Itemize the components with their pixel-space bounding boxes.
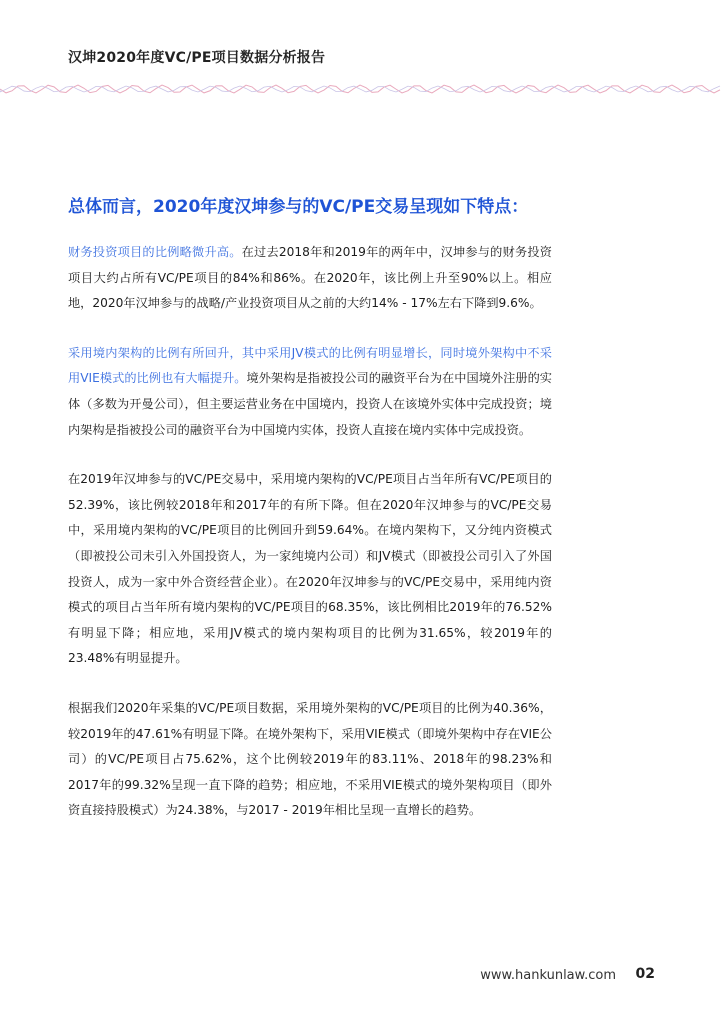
paragraph-structure <box>68 341 552 443</box>
paragraph-lead-highlight: 财务投资项目的比例略微升高。 <box>68 245 242 259</box>
paragraph-financial-investment <box>68 240 552 317</box>
paragraph-body: 在2019年汉坤参与的VC/PE交易中，采用境内架构的VC/PE项目占当年所有VC/PE项目的52.39%，该比例较2018年和2017年的有所下降。但在2020年汉坤参与的VC/PE交易中，采用境内架构的VC/PE项目的比例回升到59.64%。在境内架构下，又分纯内资模式（即被投公司未引入外国投资人，为一家纯境内公司）和JV模式（即被投公司引入了外国投资人，成为一家中外合资经营企业）。在2020年汉坤参与的VC/PE交易中，采用纯内资模式的项目占当年所有境内架构的VC/PE项目的68.35%，该比例相比2019年的76.52%有明显下降；相应地，采用JV模式的境内架构项目的比例为31.65%，较2019年的23.48%有明显提升。 <box>68 472 552 666</box>
page-number: 02 <box>635 966 655 982</box>
paragraph-onshore-structure <box>68 467 552 672</box>
paragraph-lead-highlight: 采用境内架构的比例有所回升，其中采用JV模式的比例有明显增长，同时境外架构中不采用VIE模式的比例也有大幅提升。 <box>68 345 552 386</box>
paragraph-body: 在过去2018年和2019年的两年中，汉坤参与的财务投资项目大约占所有VC/PE项目的84%和86%。在2020年，该比例上升至90%以上。相应地，2020年汉坤参与的战略/产业投资项目从之前的大约14% - 17%左右下降到9.6%。 <box>68 245 552 311</box>
report-header-title: 汉坤2020年度VC/PE项目数据分析报告 <box>68 50 326 66</box>
body-content <box>68 240 552 848</box>
section-heading: 总体而言，2020年度汉坤参与的VC/PE交易呈现如下特点： <box>68 197 529 217</box>
footer-website-link[interactable]: www.hankunlaw.com <box>480 968 616 983</box>
paragraph-offshore-structure <box>68 696 552 824</box>
paragraph-body: 境外架构是指被投公司的融资平台为在中国境外注册的实体（多数为开曼公司），但主要运营业务在中国境内，投资人在该境外实体中完成投资；境内架构是指被投公司的融资平台为中国境内实体，投资人直接在境内实体中完成投资。 <box>68 371 552 437</box>
decorative-wave-divider <box>0 82 724 96</box>
paragraph-body: 根据我们2020年采集的VC/PE项目数据，采用境外架构的VC/PE项目的比例为40.36%，较2019年的47.61%有明显下降。在境外架构下，采用VIE模式（即境外架构中存在VIE公司）的VC/PE项目占75.62%，这个比例较2019年的83.11%、2018年的98.23%和2017年的99.32%呈现一直下降的趋势；相应地，不采用VIE模式的境外架构项目（即外资直接持股模式）为24.38%，与2017 - 2019年相比呈现一直增长的趋势。 <box>68 700 552 818</box>
